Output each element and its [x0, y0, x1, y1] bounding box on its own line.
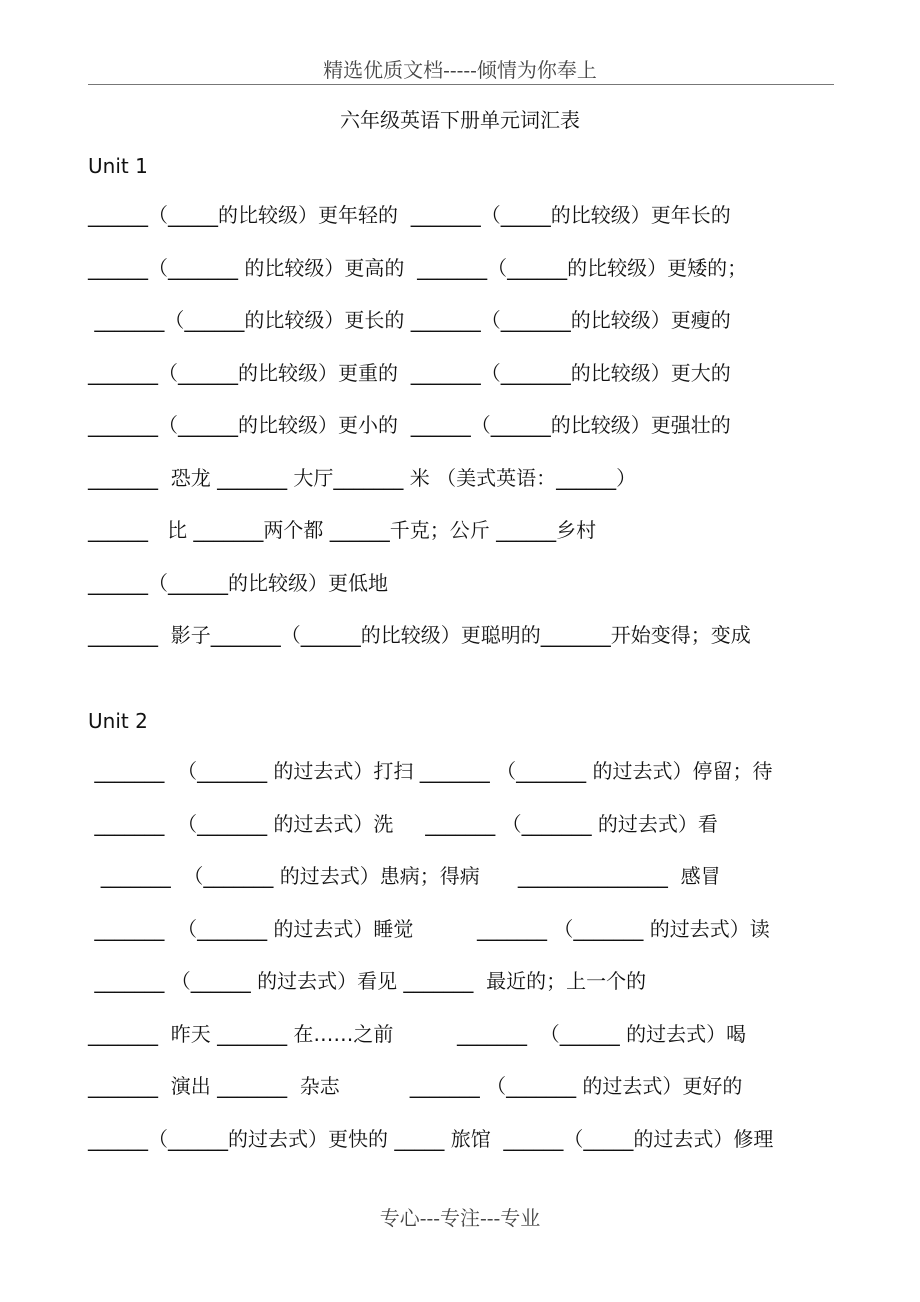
unit1-line-3: _______（______的比较级）更长的 _______（_______的比较级）更瘦的 — [88, 308, 731, 332]
unit2-line-5: _______ （______ 的过去式）看见 _______ 最近的；上一个的 — [88, 969, 647, 993]
page-header: 精选优质文档-----倾情为你奉上 — [323, 58, 597, 82]
unit1-line-2: ______（_______ 的比较级）更高的 _______（______的比较级）更矮的； — [88, 256, 748, 280]
unit2-line-6: _______ 昨天 _______ 在……之前 _______ （______ 的过去式）喝 — [88, 1022, 747, 1046]
header-divider — [88, 84, 834, 85]
unit1-line-7: ______ 比 _______两个都 ______千克；公斤 ______乡村 — [88, 518, 597, 542]
unit2-line-7: _______ 演出 _______ 杂志 _______ （_______ 的过去式）更好的 — [88, 1074, 743, 1098]
unit1-line-9: _______ 影子_______（______的比较级）更聪明的_______开始变得；变成 — [88, 623, 751, 647]
unit2-line-3: _______ （_______ 的过去式）患病；得病 _______________ 感冒 — [88, 864, 721, 888]
unit1-line-4: _______（______的比较级）更重的 _______（_______的比较级）更大的 — [88, 361, 731, 385]
unit1-line-6: _______ 恐龙 _______ 大厅_______ 米 （美式英语：______） — [88, 466, 637, 490]
unit2-line-2: _______ （_______ 的过去式）洗 _______ （_______ 的过去式）看 — [88, 812, 718, 836]
unit1-line-8: ______（______的比较级）更低地 — [88, 571, 388, 595]
unit2-line-4: _______ （_______ 的过去式）睡觉 _______ （_______ 的过去式）读 — [88, 917, 770, 941]
unit2-heading: Unit 2 — [88, 709, 148, 733]
unit1-line-5: _______（______的比较级）更小的 ______（______的比较级）更强壮的 — [88, 413, 731, 437]
unit2-line-1: _______ （_______ 的过去式）打扫 _______ （_______ 的过去式）停留；待 — [88, 759, 773, 783]
page-title: 六年级英语下册单元词汇表 — [340, 108, 580, 132]
unit1-line-1: ______（_____的比较级）更年轻的 _______（_____的比较级）更年长的 — [88, 203, 731, 227]
page-footer: 专心---专注---专业 — [379, 1206, 541, 1230]
unit2-line-8: ______（______的过去式）更快的 _____ 旅馆 ______（_____的过去式）修理 — [88, 1127, 774, 1151]
unit1-heading: Unit 1 — [88, 154, 148, 178]
